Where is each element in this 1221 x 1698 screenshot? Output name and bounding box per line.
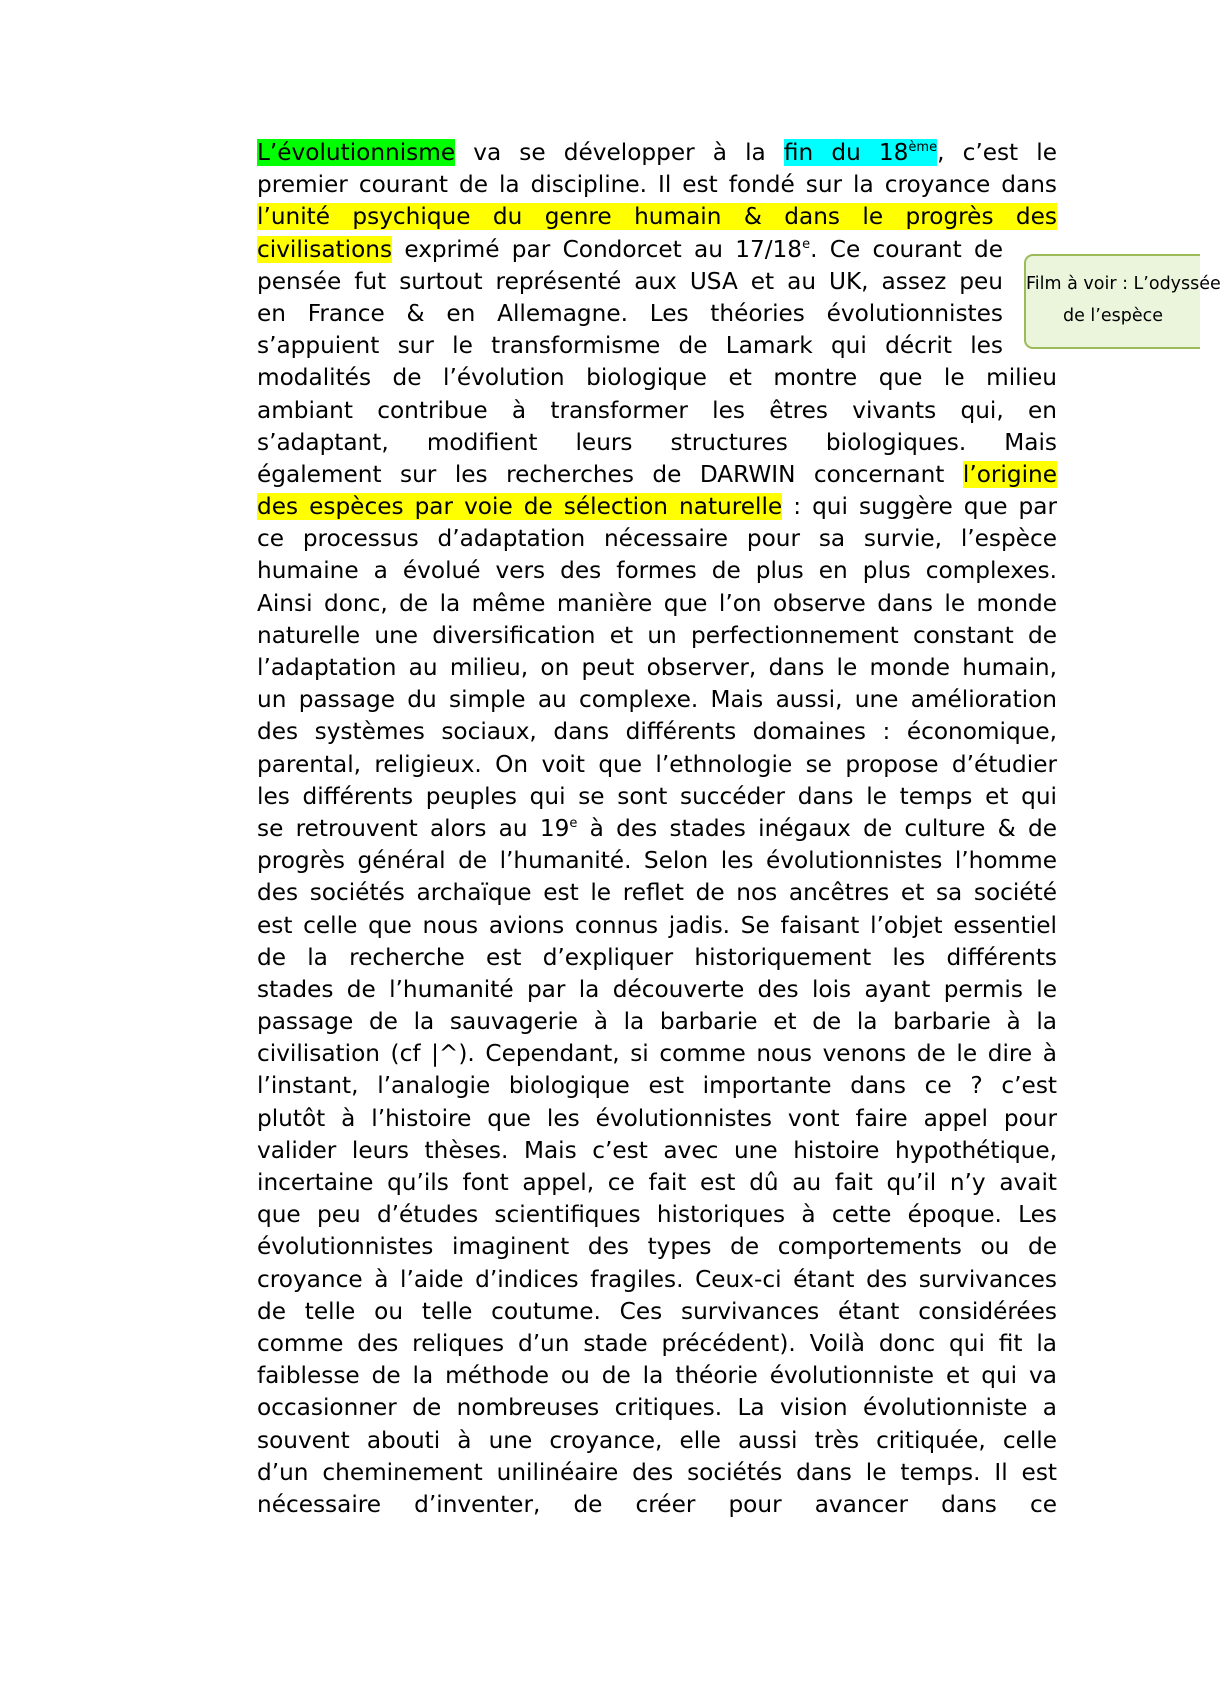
text-line xyxy=(257,201,1057,233)
text-line: en France & en Allemagne. Les théories évolutionnistes xyxy=(257,299,1003,327)
text-line: l’instant, l’analogie biologique est importante dans ce ? c’est xyxy=(257,1072,1057,1100)
text-line: des sociétés archaïque est le reflet de nos ancêtres et sa société xyxy=(257,879,1057,907)
comment-balloon[interactable] xyxy=(1024,254,1221,349)
text-run: également sur les recherches de DARWIN concernant xyxy=(257,460,963,488)
text-run: exprimé par Condorcet au 17/18 xyxy=(392,235,803,263)
text-run: se retrouvent alors au 19 xyxy=(257,814,570,842)
comment-text-line-1: Film à voir : L’odyssée xyxy=(1026,274,1221,294)
superscript: e xyxy=(802,236,811,252)
text-line: occasionner de nombreuses critiques. La vision évolutionniste a xyxy=(257,1394,1057,1422)
text-line: des systèmes sociaux, dans différents domaines : économique, xyxy=(257,718,1057,746)
highlight-yellow: civilisations xyxy=(257,235,393,263)
text-line: de telle ou telle coutume. Ces survivances étant considérées xyxy=(257,1297,1057,1325)
text-line: ambiant contribue à transformer les êtres vivants qui, en xyxy=(257,396,1057,424)
text-line: parental, religieux. On voit que l’ethnologie se propose d’étudier xyxy=(257,750,1057,778)
text-line: humaine a évolué vers des formes de plus en plus complexes. xyxy=(257,557,1057,585)
highlight-yellow: l’unité psychique du genre humain & dans le progrès des xyxy=(257,203,1057,231)
text-line: les différents peuples qui se sont succéder dans le temps et qui xyxy=(257,782,1057,810)
text-line xyxy=(257,459,1057,491)
text-line: s’adaptant, modifient leurs structures biologiques. Mais xyxy=(257,428,1057,456)
superscript: e xyxy=(569,815,578,831)
text-line: croyance à l’aide d’indices fragiles. Ceux-ci étant des survivances xyxy=(257,1265,1057,1293)
text-line: naturelle une diversification et un perfectionnement constant de xyxy=(257,621,1057,649)
text-line: modalités de l’évolution biologique et montre que le milieu xyxy=(257,364,1057,392)
text-line: Ainsi donc, de la même manière que l’on observe dans le monde xyxy=(257,589,1057,617)
text-line: d’un cheminement unilinéaire des sociétés dans le temps. Il est xyxy=(257,1458,1057,1486)
text-line: passage de la sauvagerie à la barbarie et de la barbarie à la xyxy=(257,1008,1057,1036)
text-line: comme des reliques d’un stade précédent). Voilà donc qui fit la xyxy=(257,1329,1057,1357)
text-run: , c’est le xyxy=(937,139,1057,166)
text-line xyxy=(257,491,1057,523)
text-line: de la recherche est d’expliquer historiquement les différents xyxy=(257,943,1057,971)
text-line: l’adaptation au milieu, on peut observer, dans le monde humain, xyxy=(257,654,1057,681)
text-line: civilisation (cf |^). Cependant, si comme nous venons de le dire à xyxy=(257,1040,1057,1068)
text-line: ce processus d’adaptation nécessaire pour sa survie, l’espèce xyxy=(257,525,1057,553)
text-line: stades de l’humanité par la découverte des lois ayant permis le xyxy=(257,975,1057,1003)
text-line xyxy=(257,813,1057,845)
text-line: plutôt à l’histoire que les évolutionnistes vont faire appel pour xyxy=(257,1104,1057,1132)
text-line: faiblesse de la méthode ou de la théorie évolutionniste et qui va xyxy=(257,1362,1057,1390)
text-line: évolutionnistes imaginent des types de comportements ou de xyxy=(257,1233,1057,1261)
text-run: va se développer à la xyxy=(455,139,784,166)
text-run: . Ce courant de xyxy=(810,235,1003,263)
text-line: valider leurs thèses. Mais c’est avec une histoire hypothétique, xyxy=(257,1136,1057,1164)
highlight-cyan xyxy=(784,139,937,166)
text-line: nécessaire d’inventer, de créer pour avancer dans ce xyxy=(257,1490,1057,1518)
text-line: s’appuient sur le transformisme de Lamark qui décrit les xyxy=(257,332,1003,360)
text-line: est celle que nous avions connus jadis. Se faisant l’objet essentiel xyxy=(257,911,1057,939)
highlight-yellow: l’origine xyxy=(962,460,1057,488)
text-line: premier courant de la discipline. Il est fondé sur la croyance dans xyxy=(257,171,1057,199)
highlight-yellow: des espèces par voie de sélection naturelle xyxy=(257,493,783,521)
text-line: pensée fut surtout représenté aux USA et au UK, assez peu xyxy=(257,267,1003,295)
text-line xyxy=(257,234,1003,266)
text-run: fin du 18 xyxy=(783,139,909,166)
text-line: que peu d’études scientifiques historiques à cette époque. Les xyxy=(257,1201,1057,1229)
comment-text-line-2: de l’espèce xyxy=(1062,306,1163,326)
highlight-green: L’évolutionnisme xyxy=(257,139,456,166)
text-run: à des stades inégaux de culture & de xyxy=(577,814,1057,842)
text-run: : qui suggère que par xyxy=(782,493,1057,521)
text-line: progrès général de l’humanité. Selon les évolutionnistes l’homme xyxy=(257,847,1057,875)
document-body xyxy=(257,137,1057,1521)
text-line xyxy=(257,137,1057,169)
text-line: incertaine qu’ils font appel, ce fait est dû au fait qu’il n’y avait xyxy=(257,1169,1057,1196)
superscript: ème xyxy=(908,140,938,155)
text-line: souvent abouti à une croyance, elle aussi très critiquée, celle xyxy=(257,1426,1057,1454)
text-line: un passage du simple au complexe. Mais aussi, une amélioration xyxy=(257,686,1057,714)
